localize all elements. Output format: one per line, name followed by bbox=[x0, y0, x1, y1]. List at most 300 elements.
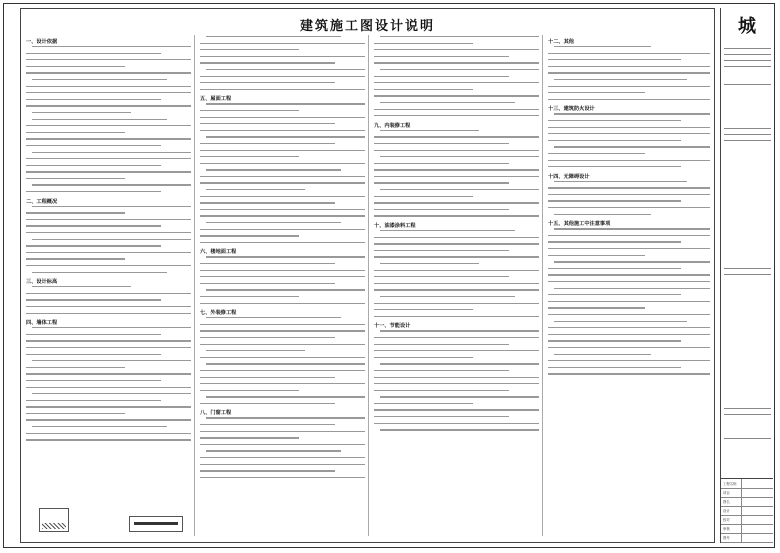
text-line bbox=[548, 268, 681, 269]
text-line bbox=[374, 182, 509, 183]
section-title: 八、门窗工程 bbox=[200, 410, 232, 417]
tb-divider bbox=[724, 48, 771, 49]
text-line bbox=[206, 169, 341, 170]
company-logo: 城 bbox=[738, 16, 756, 37]
text-line bbox=[200, 324, 365, 325]
text-line bbox=[200, 182, 365, 183]
text-line bbox=[200, 344, 365, 345]
text-line bbox=[374, 115, 539, 116]
text-line bbox=[200, 377, 335, 378]
text-line bbox=[374, 196, 473, 197]
tb-divider bbox=[724, 134, 771, 135]
text-line bbox=[548, 66, 710, 67]
text-line bbox=[200, 242, 365, 243]
text-line bbox=[200, 383, 365, 384]
text-line bbox=[26, 158, 191, 159]
text-line bbox=[26, 59, 191, 60]
column-1 bbox=[23, 35, 195, 536]
text-line bbox=[200, 303, 365, 304]
tb-divider bbox=[724, 84, 771, 85]
text-line bbox=[548, 59, 681, 60]
text-line bbox=[548, 160, 710, 161]
text-line bbox=[374, 143, 509, 144]
text-line bbox=[26, 92, 191, 93]
text-line bbox=[548, 347, 710, 348]
text-line bbox=[206, 36, 341, 37]
text-line bbox=[548, 194, 710, 195]
text-line bbox=[200, 82, 335, 83]
text-line bbox=[206, 136, 365, 137]
text-line bbox=[374, 150, 539, 151]
section-body bbox=[548, 113, 710, 167]
text-line bbox=[206, 363, 365, 364]
text-line bbox=[548, 200, 681, 201]
section-body bbox=[548, 181, 710, 215]
text-line bbox=[548, 207, 710, 208]
section-body bbox=[374, 330, 539, 430]
text-line bbox=[374, 76, 509, 77]
text-line bbox=[548, 340, 681, 341]
text-line bbox=[548, 248, 710, 249]
text-line bbox=[32, 112, 131, 113]
text-line bbox=[548, 133, 710, 134]
text-line bbox=[26, 171, 191, 172]
text-line bbox=[200, 163, 365, 164]
title-block-label: 工程名称 bbox=[723, 482, 737, 486]
text-line bbox=[548, 274, 710, 275]
text-line bbox=[548, 314, 710, 315]
text-line bbox=[548, 360, 710, 361]
column-3 bbox=[371, 35, 543, 536]
text-line bbox=[206, 69, 365, 70]
text-line bbox=[374, 169, 539, 170]
section-body bbox=[548, 46, 710, 100]
section-body bbox=[200, 189, 365, 243]
text-line bbox=[200, 270, 365, 271]
text-line bbox=[200, 209, 365, 210]
tb-divider bbox=[724, 66, 771, 67]
text-line bbox=[32, 239, 191, 240]
text-line bbox=[374, 344, 509, 345]
text-line bbox=[26, 245, 161, 246]
text-line bbox=[200, 43, 365, 44]
title-block bbox=[720, 8, 773, 543]
text-line bbox=[554, 214, 651, 215]
text-line bbox=[200, 56, 365, 57]
text-line bbox=[200, 403, 335, 404]
section-title: 一、设计依据 bbox=[26, 39, 58, 45]
text-line bbox=[26, 145, 161, 146]
text-line bbox=[200, 150, 365, 151]
text-line bbox=[200, 202, 335, 203]
text-line bbox=[380, 189, 539, 190]
text-line bbox=[548, 153, 645, 154]
text-line bbox=[26, 178, 125, 179]
text-line bbox=[548, 255, 645, 256]
section-title: 十三、建筑防火设计 bbox=[548, 106, 595, 113]
text-line bbox=[26, 413, 125, 414]
text-line bbox=[26, 219, 191, 220]
section-body bbox=[200, 363, 365, 404]
text-line bbox=[548, 187, 710, 188]
text-line bbox=[554, 46, 651, 47]
text-line bbox=[374, 62, 539, 63]
text-line bbox=[200, 229, 365, 230]
text-line bbox=[548, 120, 681, 121]
title-block-separator bbox=[741, 533, 742, 542]
text-line bbox=[374, 176, 539, 177]
text-line bbox=[32, 206, 191, 207]
title-block-separator bbox=[741, 515, 742, 524]
text-line bbox=[548, 235, 710, 236]
text-line bbox=[380, 396, 539, 397]
text-line bbox=[200, 431, 365, 432]
section-title: 十二、其他 bbox=[548, 39, 574, 45]
title-block-label: 图号 bbox=[723, 536, 730, 540]
text-line bbox=[26, 125, 191, 126]
tb-divider bbox=[724, 438, 771, 439]
text-line bbox=[200, 49, 299, 50]
section-title: 七、外装修工程 bbox=[200, 310, 237, 317]
text-line bbox=[554, 228, 710, 229]
text-line bbox=[32, 46, 191, 47]
section-body bbox=[200, 36, 365, 90]
text-line bbox=[548, 140, 681, 141]
text-line bbox=[200, 296, 299, 297]
text-line bbox=[374, 215, 539, 216]
text-line bbox=[206, 450, 341, 451]
text-line bbox=[200, 370, 365, 371]
text-line bbox=[548, 373, 710, 374]
text-line bbox=[26, 334, 161, 335]
text-line bbox=[200, 123, 335, 124]
section-title: 十一、节能设计 bbox=[374, 323, 411, 330]
text-line bbox=[548, 127, 710, 128]
text-line bbox=[200, 89, 365, 90]
text-line bbox=[548, 281, 710, 282]
text-line bbox=[374, 256, 539, 257]
section-body bbox=[200, 317, 365, 358]
text-line bbox=[32, 426, 167, 427]
title-block-label: 图名 bbox=[723, 500, 730, 504]
text-line bbox=[200, 457, 365, 458]
text-line bbox=[206, 396, 365, 397]
text-line bbox=[200, 110, 299, 111]
text-line bbox=[374, 337, 539, 338]
text-line bbox=[206, 289, 365, 290]
tb-divider bbox=[724, 140, 771, 141]
text-line bbox=[380, 296, 515, 297]
tb-divider bbox=[724, 274, 771, 275]
text-line bbox=[32, 119, 167, 120]
text-line bbox=[548, 86, 710, 87]
text-line bbox=[380, 263, 479, 264]
text-line bbox=[26, 86, 191, 87]
text-line bbox=[26, 72, 191, 73]
text-line bbox=[206, 189, 305, 190]
text-line bbox=[26, 373, 191, 374]
sill-detail-drawing bbox=[129, 516, 183, 532]
text-line bbox=[26, 380, 161, 381]
section-title: 三、设计标高 bbox=[26, 279, 58, 286]
section-body bbox=[200, 417, 365, 478]
drawing-sheet bbox=[3, 3, 775, 548]
title-block-label: 设计 bbox=[723, 509, 730, 513]
section-body bbox=[26, 286, 191, 314]
text-line bbox=[548, 334, 710, 335]
text-line bbox=[206, 103, 365, 104]
column-2 bbox=[197, 35, 369, 536]
title-block-label: 项目 bbox=[723, 491, 730, 495]
wall-detail-drawing bbox=[39, 508, 69, 532]
title-block-label: 审核 bbox=[723, 527, 730, 531]
text-line bbox=[32, 152, 191, 153]
text-line bbox=[200, 437, 299, 438]
text-line bbox=[26, 354, 161, 355]
text-line bbox=[200, 276, 365, 277]
text-line bbox=[200, 477, 365, 478]
text-line bbox=[374, 416, 509, 417]
text-line bbox=[554, 321, 687, 322]
section-title: 九、内装修工程 bbox=[374, 122, 411, 129]
text-line bbox=[374, 316, 539, 317]
text-line bbox=[554, 261, 710, 262]
text-line bbox=[374, 276, 509, 277]
text-line bbox=[554, 79, 687, 80]
text-line bbox=[26, 99, 161, 100]
text-line bbox=[200, 464, 365, 465]
text-line bbox=[32, 272, 167, 273]
text-line bbox=[374, 357, 473, 358]
text-line bbox=[206, 350, 305, 351]
text-line bbox=[374, 409, 539, 410]
text-line bbox=[26, 419, 191, 420]
text-line bbox=[26, 66, 125, 67]
section-body bbox=[548, 228, 710, 282]
section-body bbox=[374, 36, 539, 116]
text-line bbox=[548, 99, 710, 100]
text-line bbox=[26, 252, 191, 253]
text-line bbox=[200, 143, 335, 144]
text-line bbox=[554, 181, 687, 182]
text-line bbox=[374, 350, 539, 351]
text-line bbox=[26, 433, 191, 434]
section-title: 四、墙体工程 bbox=[26, 320, 58, 327]
text-line bbox=[554, 354, 651, 355]
sheet-title: 建筑施工图设计说明 bbox=[299, 19, 435, 34]
text-line bbox=[200, 263, 335, 264]
text-line bbox=[374, 403, 473, 404]
text-line bbox=[548, 301, 710, 302]
title-block-label: 校对 bbox=[723, 518, 730, 522]
text-line bbox=[374, 43, 473, 44]
text-line bbox=[380, 330, 539, 331]
section-body bbox=[374, 156, 539, 217]
title-block-grid bbox=[721, 478, 773, 543]
text-line bbox=[380, 130, 479, 131]
text-line bbox=[200, 330, 365, 331]
text-line bbox=[374, 289, 539, 290]
text-line bbox=[548, 294, 681, 295]
text-line bbox=[374, 270, 539, 271]
text-line bbox=[374, 377, 539, 378]
text-line bbox=[548, 307, 645, 308]
title-block-separator bbox=[741, 479, 742, 488]
title-block-separator bbox=[741, 497, 742, 506]
text-line bbox=[548, 367, 681, 368]
title-block-row bbox=[721, 533, 773, 543]
tb-divider bbox=[724, 414, 771, 415]
text-line bbox=[374, 49, 539, 50]
text-line bbox=[374, 383, 539, 384]
section-title: 五、屋面工程 bbox=[200, 96, 232, 103]
title-block-separator bbox=[741, 506, 742, 515]
text-line bbox=[26, 265, 191, 266]
text-line bbox=[374, 82, 539, 83]
text-line bbox=[554, 288, 710, 289]
text-line bbox=[374, 250, 509, 251]
text-line bbox=[200, 130, 365, 131]
text-line bbox=[200, 337, 335, 338]
title-block-separator bbox=[741, 488, 742, 497]
text-line bbox=[380, 102, 515, 103]
text-line bbox=[380, 69, 539, 70]
text-line bbox=[26, 439, 191, 440]
text-line bbox=[548, 241, 681, 242]
column-4 bbox=[545, 35, 713, 536]
section-body bbox=[26, 119, 191, 193]
text-line bbox=[26, 105, 191, 106]
text-line bbox=[548, 72, 710, 73]
section-body bbox=[26, 327, 191, 440]
text-line bbox=[32, 79, 167, 80]
text-line bbox=[374, 309, 473, 310]
text-line bbox=[374, 109, 539, 110]
detail-bar bbox=[134, 522, 178, 525]
text-line bbox=[26, 299, 161, 300]
text-line bbox=[200, 156, 299, 157]
text-line bbox=[548, 92, 645, 93]
text-line bbox=[374, 89, 473, 90]
text-line bbox=[374, 370, 509, 371]
text-line bbox=[200, 117, 365, 118]
text-line bbox=[548, 327, 710, 328]
text-line bbox=[206, 256, 365, 257]
section-title: 六、楼地面工程 bbox=[200, 249, 237, 256]
text-line bbox=[26, 367, 125, 368]
section-body bbox=[200, 256, 365, 303]
text-line bbox=[374, 95, 539, 96]
text-line bbox=[374, 136, 539, 137]
text-line bbox=[374, 243, 539, 244]
text-line bbox=[200, 424, 335, 425]
text-line bbox=[374, 303, 539, 304]
text-line bbox=[200, 235, 299, 236]
text-line bbox=[200, 215, 365, 216]
text-line bbox=[26, 232, 191, 233]
tb-divider bbox=[724, 54, 771, 55]
text-line bbox=[380, 363, 539, 364]
text-line bbox=[26, 340, 191, 341]
text-line bbox=[32, 393, 191, 394]
title-block-separator bbox=[741, 524, 742, 533]
text-line bbox=[200, 76, 365, 77]
text-line bbox=[26, 53, 161, 54]
section-body bbox=[374, 130, 539, 151]
text-line bbox=[374, 283, 539, 284]
text-line bbox=[200, 357, 365, 358]
text-line bbox=[26, 225, 161, 226]
drawing-frame bbox=[20, 8, 715, 543]
text-line bbox=[26, 212, 125, 213]
hatch-pattern bbox=[42, 523, 66, 529]
text-line bbox=[554, 146, 710, 147]
text-line bbox=[26, 313, 191, 314]
section-body bbox=[374, 230, 539, 317]
text-line bbox=[26, 406, 191, 407]
section-body bbox=[200, 103, 365, 183]
text-line bbox=[32, 360, 191, 361]
text-line bbox=[32, 286, 131, 287]
text-line bbox=[200, 470, 335, 471]
text-line bbox=[26, 347, 191, 348]
text-line bbox=[26, 258, 125, 259]
text-line bbox=[374, 390, 509, 391]
text-line bbox=[380, 429, 539, 430]
text-line bbox=[26, 306, 191, 307]
tb-divider bbox=[724, 60, 771, 61]
tb-divider bbox=[724, 408, 771, 409]
text-line bbox=[200, 62, 335, 63]
text-line bbox=[200, 390, 299, 391]
text-line bbox=[548, 53, 710, 54]
text-line bbox=[374, 163, 509, 164]
section-body bbox=[548, 288, 710, 375]
text-line bbox=[206, 317, 341, 318]
text-line bbox=[206, 417, 365, 418]
text-line bbox=[200, 444, 365, 445]
text-line bbox=[26, 132, 125, 133]
text-line bbox=[26, 293, 191, 294]
tb-divider bbox=[724, 268, 771, 269]
text-line bbox=[26, 138, 191, 139]
text-line bbox=[200, 196, 365, 197]
text-line bbox=[374, 209, 509, 210]
text-line bbox=[26, 387, 191, 388]
text-line bbox=[32, 184, 191, 185]
text-line bbox=[26, 165, 161, 166]
section-title: 十四、无障碍设计 bbox=[548, 173, 590, 180]
text-line bbox=[380, 36, 539, 37]
text-line bbox=[374, 423, 539, 424]
text-line bbox=[26, 191, 161, 192]
section-title: 十五、其他施工中注意事项 bbox=[548, 221, 611, 228]
text-line bbox=[380, 156, 539, 157]
text-line bbox=[554, 113, 710, 114]
section-body bbox=[26, 46, 191, 113]
text-line bbox=[374, 56, 509, 57]
section-title: 十、油漆涂料工程 bbox=[374, 223, 416, 230]
text-line bbox=[548, 166, 681, 167]
text-line bbox=[374, 237, 539, 238]
section-title: 二、工程概况 bbox=[26, 198, 58, 205]
text-line bbox=[374, 202, 539, 203]
text-line bbox=[380, 230, 515, 231]
text-line bbox=[206, 222, 341, 223]
tb-divider bbox=[724, 128, 771, 129]
text-line bbox=[200, 176, 365, 177]
section-body bbox=[26, 206, 191, 273]
